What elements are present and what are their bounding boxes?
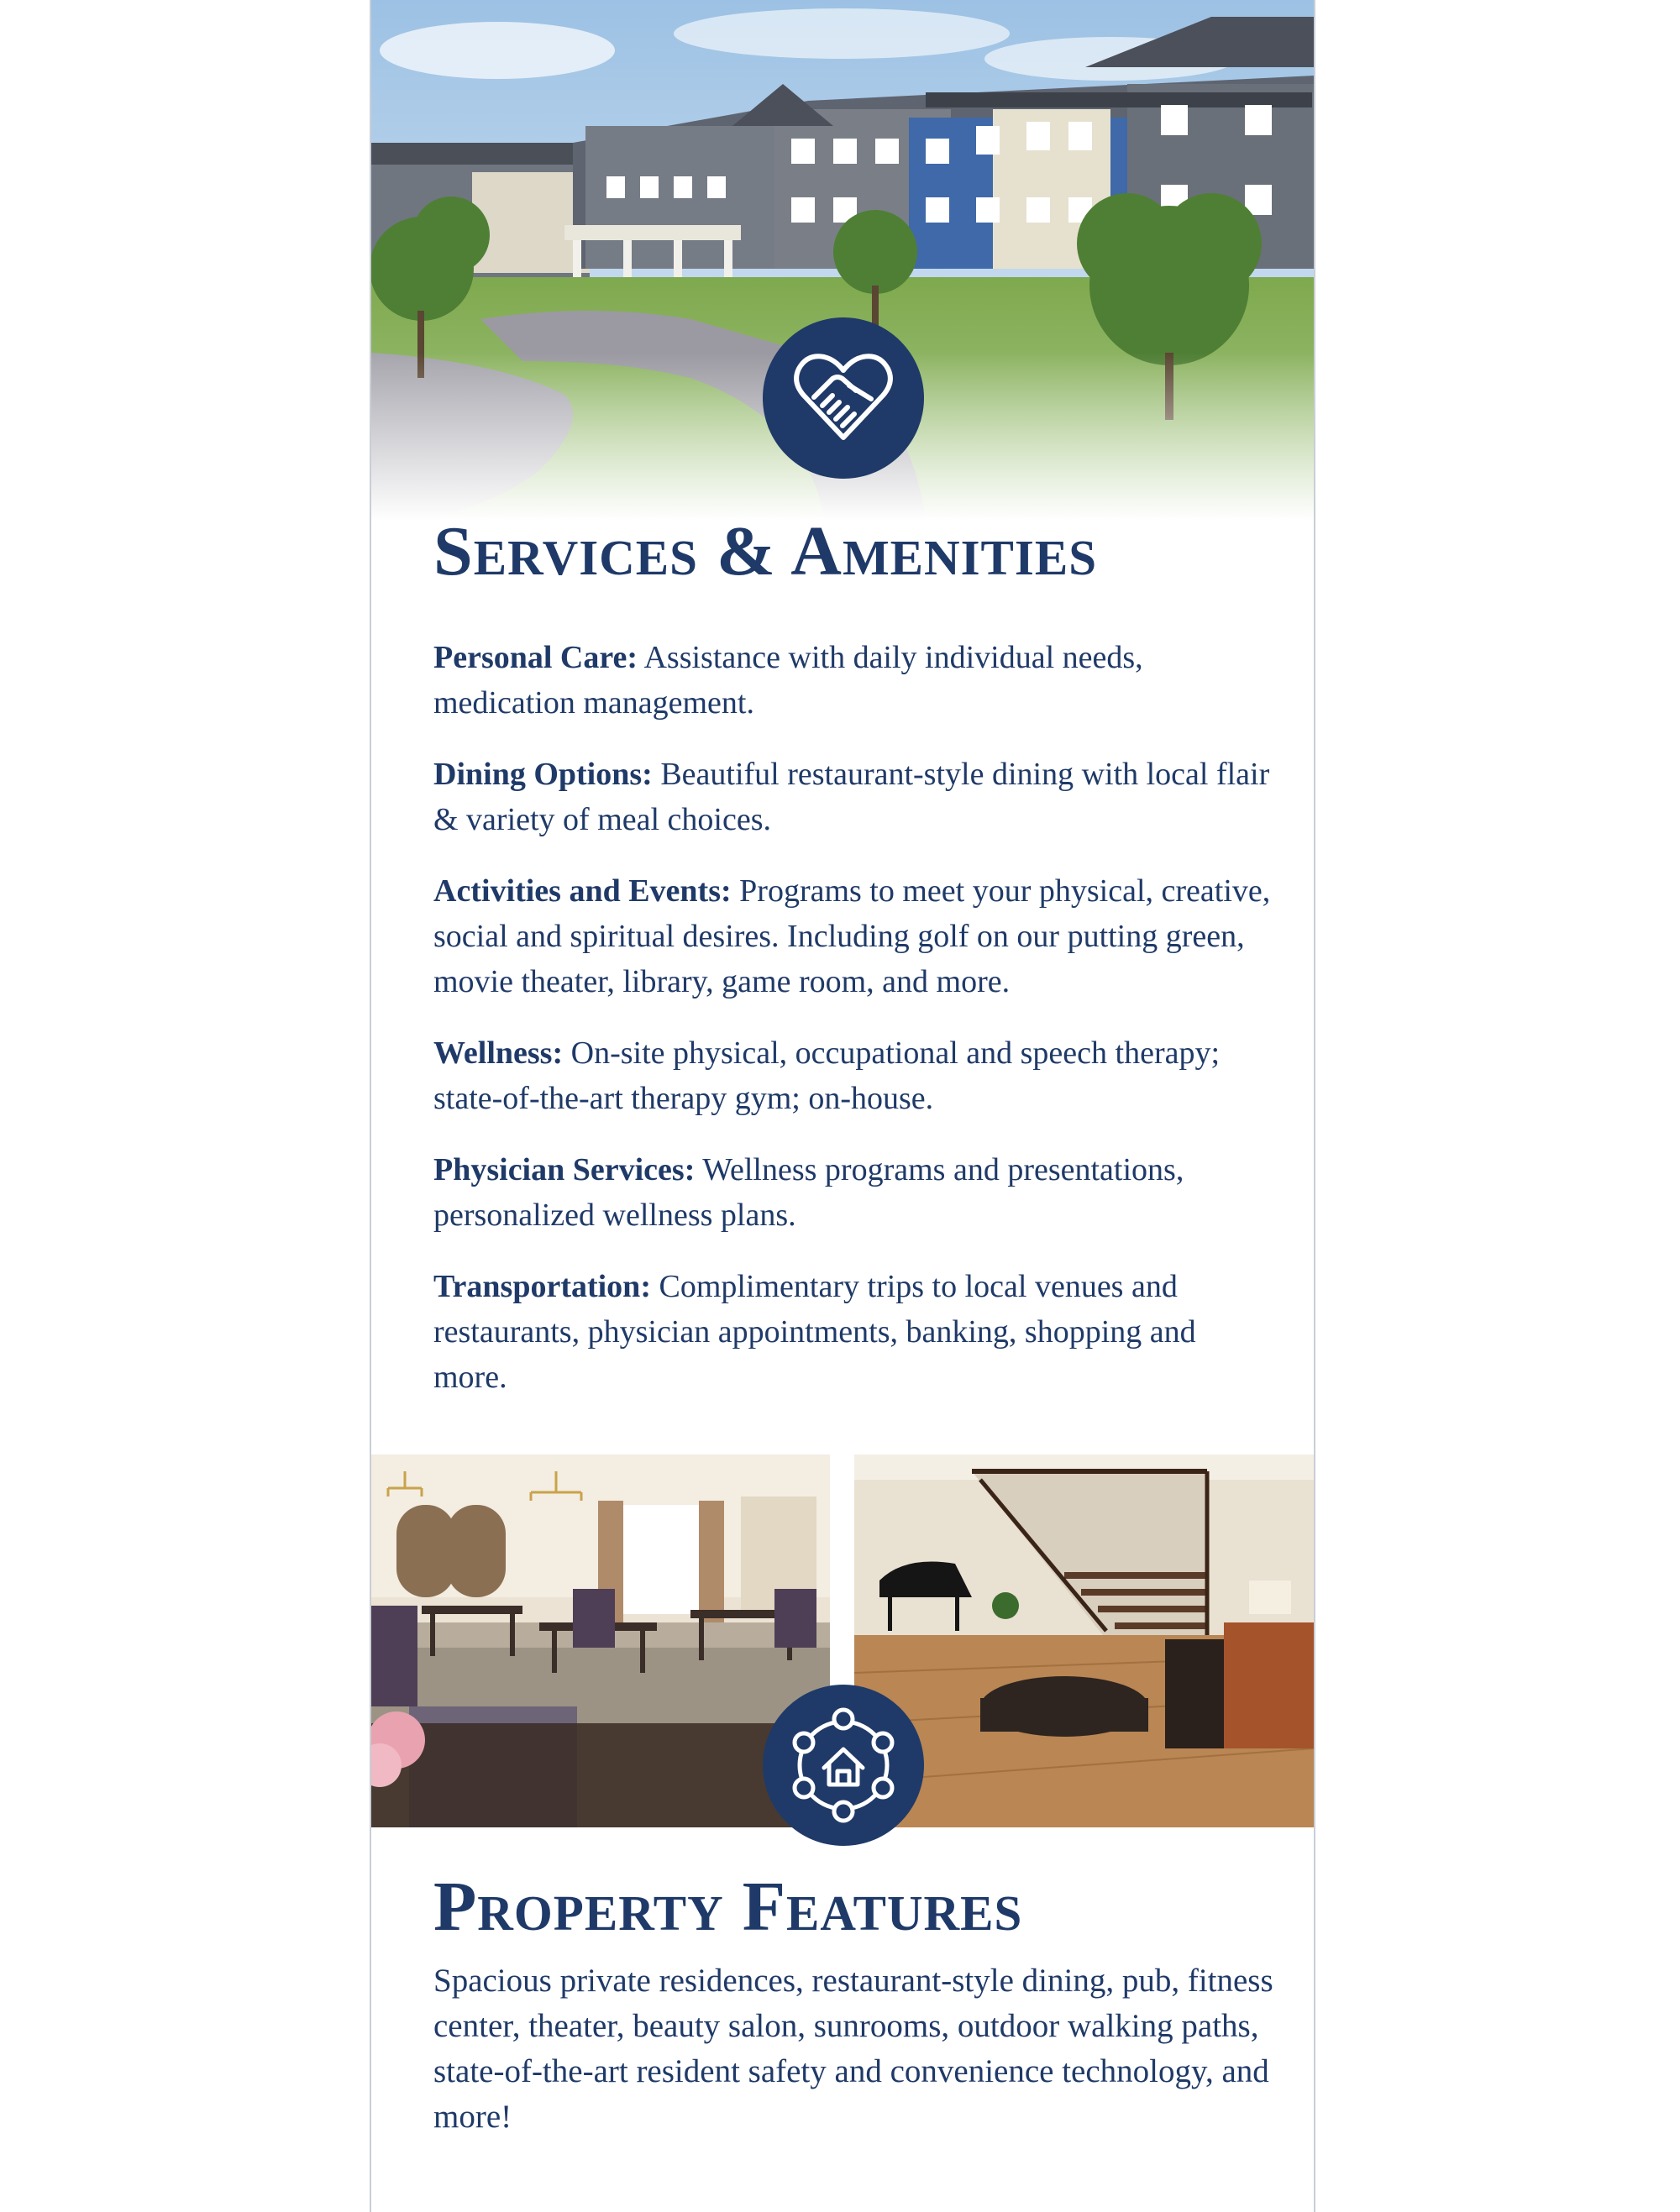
service-description: Programs to meet your physical, creative, social and spiritual desires. Including golf on our putting green, movie theater, library, game room, and more. <box>433 873 1271 999</box>
service-term: Physician Services: <box>433 1152 696 1187</box>
handshake-heart-icon <box>789 343 898 453</box>
service-term: Activities and Events: <box>433 873 732 909</box>
handshake-heart-badge <box>763 317 924 479</box>
community-home-badge <box>763 1685 924 1846</box>
service-term: Dining Options: <box>433 757 653 792</box>
service-description: Assistance with daily individual needs, medication management. <box>433 640 1143 721</box>
dining-room-image <box>371 1455 830 1827</box>
service-term: Personal Care: <box>433 640 638 675</box>
service-term: Transportation: <box>433 1269 651 1304</box>
service-item-physician-services <box>433 1147 1273 1238</box>
service-item-personal-care <box>433 635 1273 726</box>
service-term: Wellness: <box>433 1035 564 1071</box>
service-description: Beautiful restaurant-style dining with local flair & variety of meal choices. <box>433 757 1270 837</box>
property-features-text: Spacious private residences, restaurant-style dining, pub, fitness center, theater, beauty salon, sunrooms, outdoor walking paths, state-of-the-art resident safety and convenience technology, and more! <box>433 1963 1273 2135</box>
service-description: Complimentary trips to local venues and restaurants, physician appointments, banking, shopping and more. <box>433 1269 1196 1395</box>
brochure-panel <box>370 0 1315 2212</box>
service-item-dining-options <box>433 752 1273 842</box>
service-description: Wellness programs and presentations, personalized wellness plans. <box>433 1152 1184 1233</box>
services-heading: Services & Amenities <box>433 512 1098 590</box>
property-features-heading: Property Features <box>433 1868 1023 1946</box>
service-description: On-site physical, occupational and speech therapy; state-of-the-art therapy gym; on-house. <box>433 1035 1221 1116</box>
services-list <box>433 635 1273 1426</box>
community-home-icon <box>780 1702 906 1828</box>
service-item-transportation <box>433 1264 1273 1400</box>
service-item-wellness <box>433 1030 1273 1121</box>
service-item-activities-events <box>433 868 1273 1004</box>
